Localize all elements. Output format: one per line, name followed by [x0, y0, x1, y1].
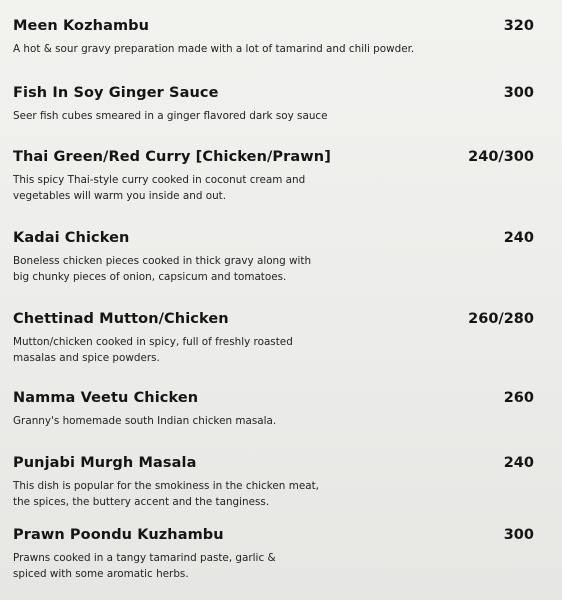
dish-description: [13, 172, 534, 204]
menu-item: [13, 230, 534, 285]
dish-price: 240: [503, 230, 534, 246]
menu-item: [13, 18, 534, 57]
dish-description: [13, 253, 534, 285]
menu-item: [13, 149, 534, 204]
description-line: big chunky pieces of onion, capsicum and tomatoes.: [13, 271, 287, 283]
description-line: Mutton/chicken cooked in spicy, full of freshly roasted: [13, 336, 293, 348]
description-line: Seer fish cubes smeared in a ginger flavored dark soy sauce: [13, 110, 328, 122]
menu-item: [13, 390, 534, 429]
dish-price: 320: [503, 18, 534, 34]
description-line: Boneless chicken pieces cooked in thick gravy along with: [13, 255, 312, 267]
description-line: This spicy Thai-style curry cooked in coconut cream and: [13, 174, 306, 186]
description-line: the spices, the buttery accent and the tanginess.: [13, 496, 270, 508]
dish-name: Thai Green/Red Curry [Chicken/Prawn]: [13, 149, 331, 165]
description-line: masalas and spice powders.: [13, 352, 160, 364]
dish-price: 260/280: [468, 311, 534, 327]
menu-item: [13, 455, 534, 510]
dish-name: Prawn Poondu Kuzhambu: [13, 527, 224, 543]
dish-price: 300: [503, 527, 534, 543]
dish-description: [13, 334, 534, 366]
description-line: Prawns cooked in a tangy tamarind paste, garlic &: [13, 552, 276, 564]
menu-item: [13, 311, 534, 366]
dish-description: [13, 108, 534, 124]
dish-name: Fish In Soy Ginger Sauce: [13, 85, 219, 101]
dish-name: Chettinad Mutton/Chicken: [13, 311, 229, 327]
dish-description: [13, 550, 534, 582]
menu-item: [13, 85, 534, 124]
description-line: vegetables will warm you inside and out.: [13, 190, 227, 202]
dish-name: Punjabi Murgh Masala: [13, 455, 197, 471]
dish-name: Namma Veetu Chicken: [13, 390, 199, 406]
dish-description: [13, 413, 534, 429]
dish-description: [13, 478, 534, 510]
menu-item: [13, 527, 534, 582]
description-line: This dish is popular for the smokiness in the chicken meat,: [13, 480, 319, 492]
description-line: Granny's homemade south Indian chicken masala.: [13, 415, 277, 427]
dish-name: Kadai Chicken: [13, 230, 130, 246]
description-line: spiced with some aromatic herbs.: [13, 568, 189, 580]
dish-price: 240: [503, 455, 534, 471]
dish-price: 260: [503, 390, 534, 406]
dish-price: 240/300: [468, 149, 534, 165]
description-line: A hot & sour gravy preparation made with a lot of tamarind and chili powder.: [13, 43, 415, 55]
dish-price: 300: [503, 85, 534, 101]
dish-name: Meen Kozhambu: [13, 18, 150, 34]
dish-description: [13, 41, 534, 57]
